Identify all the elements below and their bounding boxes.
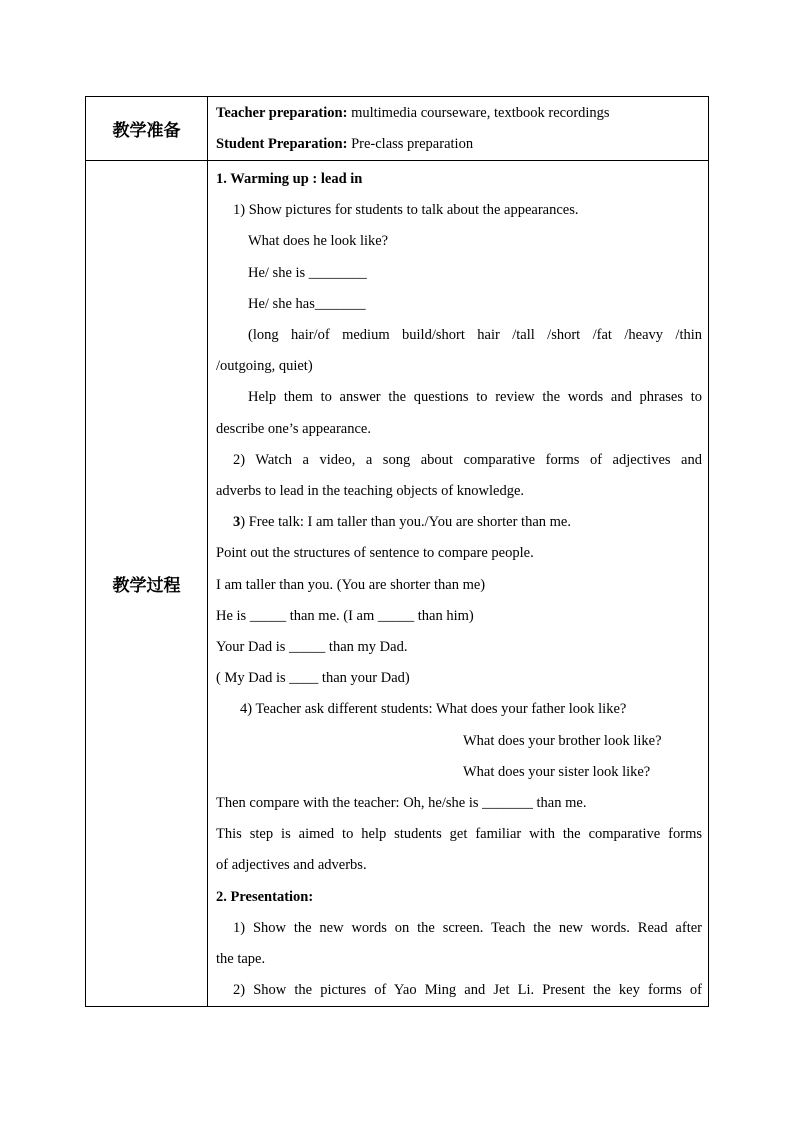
step-text: 2) Watch a video, a song about comparative forms of adjectives and <box>233 451 702 468</box>
step-text: the tape. <box>216 951 266 968</box>
student-preparation-label: Student Preparation: <box>216 135 348 152</box>
question-text: What does your sister look like? <box>463 763 651 780</box>
example-sentence: ( My Dad is ____ than your Dad) <box>216 670 410 687</box>
sentence-pattern: He/ she has_______ <box>248 295 366 312</box>
paragraph-text: of adjectives and adverbs. <box>216 857 367 874</box>
step-number: 3 <box>233 514 241 531</box>
teacher-preparation-text: multimedia courseware, textbook recordings <box>347 104 610 121</box>
paragraph-text: Point out the structures of sentence to compare people. <box>216 545 534 562</box>
process-label: 教学过程 <box>86 161 208 1007</box>
step-text-body: ) Free talk: I am taller than you./You are shorter than me. <box>240 514 571 531</box>
preparation-label: 教学准备 <box>86 97 208 161</box>
teacher-preparation <box>216 98 702 129</box>
example-sentence: He is _____ than me. (I am _____ than him) <box>216 607 474 624</box>
word-list: /outgoing, quiet) <box>216 358 313 375</box>
preparation-content <box>208 97 709 161</box>
sentence-pattern: He/ she is ________ <box>248 264 367 281</box>
section-heading-warming-up: 1. Warming up : lead in <box>216 171 363 187</box>
preparation-row <box>86 97 709 161</box>
example-sentence: Your Dad is _____ than my Dad. <box>216 639 408 656</box>
step-text: 4) Teacher ask different students: What does your father look like? <box>240 701 627 718</box>
paragraph-text: Help them to answer the questions to review the words and phrases to <box>248 389 702 406</box>
lesson-plan-table <box>85 96 709 1007</box>
teacher-preparation-label: Teacher preparation: <box>216 104 348 121</box>
paragraph-text: Then compare with the teacher: Oh, he/she is _______ than me. <box>216 795 587 812</box>
process-content <box>208 161 709 1007</box>
section-heading-presentation: 2. Presentation: <box>216 888 314 905</box>
step-text: 2) Show the pictures of Yao Ming and Jet Li. Present the key forms of <box>233 982 702 999</box>
student-preparation <box>216 129 702 160</box>
word-list: (long hair/of medium build/short hair /tall /short /fat /heavy /thin <box>248 327 702 344</box>
paragraph-text: describe one’s appearance. <box>216 420 371 437</box>
step-text: 1) Show pictures for students to talk about the appearances. <box>233 202 579 219</box>
process-row <box>86 161 709 1007</box>
example-sentence: I am taller than you. (You are shorter than me) <box>216 576 486 593</box>
paragraph-text: This step is aimed to help students get familiar with the comparative forms <box>216 826 702 843</box>
question-text: What does your brother look like? <box>463 732 662 749</box>
step-text: adverbs to lead in the teaching objects of knowledge. <box>216 483 525 500</box>
step-text <box>216 507 702 538</box>
step-text: 1) Show the new words on the screen. Teach the new words. Read after <box>233 919 702 936</box>
question-text: What does he look like? <box>248 233 389 250</box>
student-preparation-text: Pre-class preparation <box>347 135 474 152</box>
